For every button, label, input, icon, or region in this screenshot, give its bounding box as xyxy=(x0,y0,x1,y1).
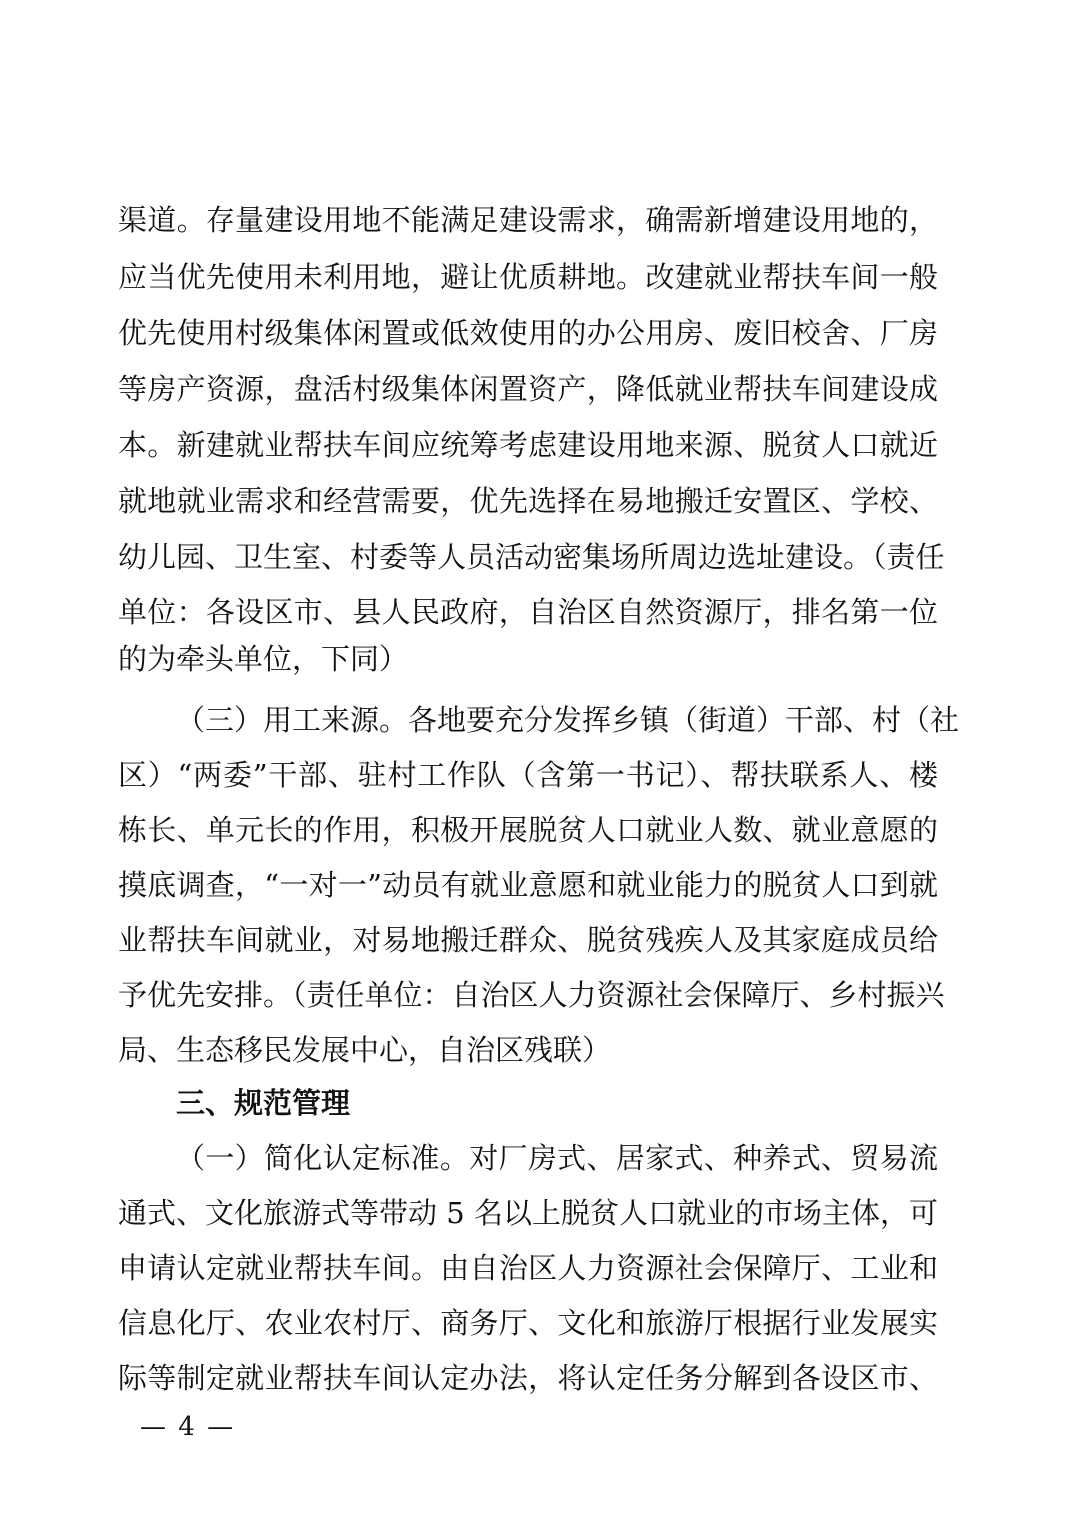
paragraph-line-6: 就地就业需求和经营需要，优先选择在易地搬迁安置区、学校、 xyxy=(118,484,938,518)
paragraph-line-3: 优先使用村级集体闲置或低效使用的办公用房、废旧校舍、厂房 xyxy=(118,316,938,350)
section-heading: 三、规范管理 xyxy=(176,1086,351,1120)
paragraph-line-4: 等房产资源，盘活村级集体闲置资产，降低就业帮扶车间建设成 xyxy=(118,372,938,406)
paragraph-line-11: 区）“两委”干部、驻村工作队（含第一书记）、帮扶联系人、楼 xyxy=(118,758,938,792)
paragraph-line-9: 的为牵头单位，下同） xyxy=(118,642,409,676)
paragraph-line-8: 单位：各设区市、县人民政府，自治区自然资源厅，排名第一位 xyxy=(118,595,938,629)
paragraph-line-7: 幼儿园、卫生室、村委等人员活动密集场所周边选址建设。（责任 xyxy=(118,540,945,574)
paragraph-line-21: 信息化厅、农业农村厅、商务厅、文化和旅游厅根据行业发展实 xyxy=(118,1306,938,1340)
paragraph-line-5: 本。新建就业帮扶车间应统筹考虑建设用地来源、脱贫人口就近 xyxy=(118,428,938,462)
paragraph-line-2: 应当优先使用未利用地，避让优质耕地。改建就业帮扶车间一般 xyxy=(118,260,938,294)
paragraph-line-16: 局、生态移民发展中心，自治区残联） xyxy=(118,1033,612,1067)
paragraph-line-12: 栋长、单元长的作用，积极开展脱贫人口就业人数、就业意愿的 xyxy=(118,813,938,847)
paragraph-line-13: 摸底调查，“一对一”动员有就业意愿和就业能力的脱贫人口到就 xyxy=(118,868,938,902)
paragraph-line-19: 通式、文化旅游式等带动 5 名以上脱贫人口就业的市场主体，可 xyxy=(118,1196,938,1230)
paragraph-line-15: 予优先安排。（责任单位：自治区人力资源社会保障厅、乡村振兴 xyxy=(118,978,945,1012)
paragraph-line-22: 际等制定就业帮扶车间认定办法，将认定任务分解到各设区市、 xyxy=(118,1361,938,1395)
paragraph-line-14: 业帮扶车间就业，对易地搬迁群众、脱贫残疾人及其家庭成员给 xyxy=(118,923,938,957)
paragraph-line-20: 申请认定就业帮扶车间。由自治区人力资源社会保障厅、工业和 xyxy=(118,1251,938,1285)
page-number: — 4 — xyxy=(140,1412,236,1442)
paragraph-line-18: （一）简化认定标准。对厂房式、居家式、种养式、贸易流 xyxy=(176,1141,938,1175)
paragraph-line-10: （三）用工来源。各地要充分发挥乡镇（街道）干部、村（社 xyxy=(176,703,960,737)
paragraph-line-1: 渠道。存量建设用地不能满足建设需求，确需新增建设用地的， xyxy=(118,203,938,237)
